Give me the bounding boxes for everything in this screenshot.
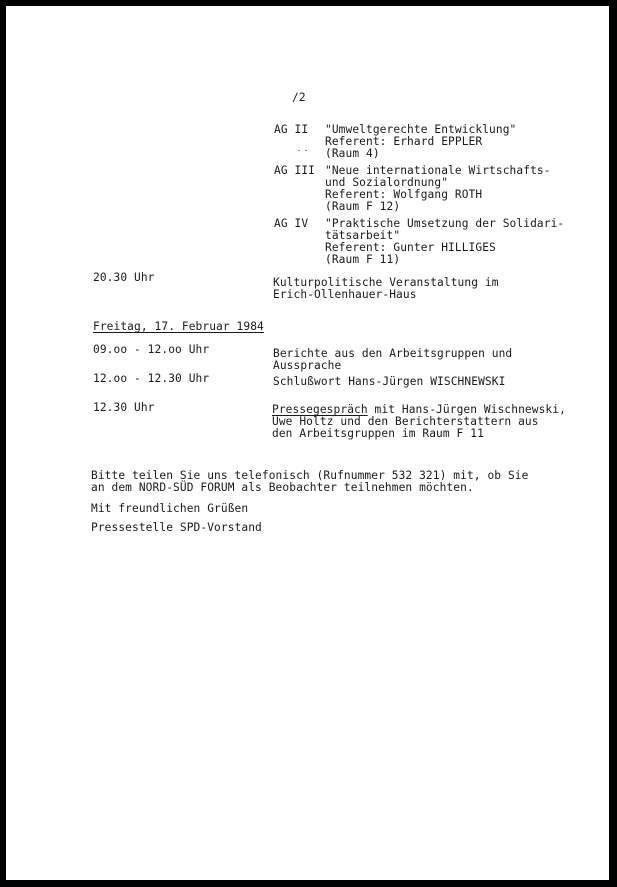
press-conference-term: Pressegespräch bbox=[272, 403, 368, 416]
schedule-text-1-line1: Berichte aus den Arbeitsgruppen und bbox=[273, 347, 513, 360]
ag3-label: AG III bbox=[274, 164, 316, 177]
document-page bbox=[6, 6, 609, 880]
signature: Pressestelle SPD-Vorstand bbox=[91, 521, 262, 534]
schedule-time-3: 12.30 Uhr bbox=[93, 401, 155, 414]
schedule-text-1-line2: Aussprache bbox=[273, 359, 342, 372]
schedule-text-3-line3: den Arbeitsgruppen im Raum F 11 bbox=[272, 427, 484, 440]
ag2-label: AG II bbox=[274, 123, 309, 136]
schedule-text-3-line2: Uwe Holtz und den Berichterstattern aus bbox=[272, 415, 539, 428]
ag4-room: (Raum F 11) bbox=[325, 253, 401, 266]
day-heading: Freitag, 17. Februar 1984 bbox=[93, 320, 264, 333]
evening-event-line1: Kulturpolitische Veranstaltung im bbox=[273, 276, 499, 289]
ag2-speaker: Referent: Erhard EPPLER bbox=[325, 135, 483, 148]
greeting: Mit freundlichen Grüßen bbox=[91, 502, 249, 515]
ag4-speaker: Referent: Gunter HILLIGES bbox=[325, 241, 496, 254]
schedule-text-2: Schlußwort Hans-Jürgen WISCHNEWSKI bbox=[273, 375, 506, 388]
evening-time: 20.30 Uhr bbox=[93, 271, 155, 284]
page-number: /2 bbox=[292, 91, 306, 104]
ag3-speaker: Referent: Wolfgang ROTH bbox=[325, 188, 483, 201]
ag3-title-line2: und Sozialordnung" bbox=[325, 176, 449, 189]
request-line1: Bitte teilen Sie uns telefonisch (Rufnummer 532 321) mit, ob Sie bbox=[91, 469, 529, 482]
ag4-label: AG IV bbox=[274, 217, 309, 230]
ag4-title-line1: "Praktische Umsetzung der Solidari- bbox=[325, 217, 565, 230]
ag4-title-line2: tätsarbeit" bbox=[325, 229, 401, 242]
press-conference-rest: mit Hans-Jürgen Wischnewski, bbox=[367, 403, 566, 416]
ag2-title: "Umweltgerechte Entwicklung" bbox=[325, 123, 517, 136]
ag3-room: (Raum F 12) bbox=[325, 200, 401, 213]
request-line2: an dem NORD-SÜD FORUM als Beobachter teilnehmen möchten. bbox=[91, 481, 474, 494]
schedule-time-1: 09.oo - 12.oo Uhr bbox=[93, 343, 210, 356]
evening-event-line2: Erich-Ollenhauer-Haus bbox=[273, 288, 417, 301]
schedule-time-2: 12.oo - 12.30 Uhr bbox=[93, 372, 210, 385]
ag3-title-line1: "Neue internationale Wirtschafts- bbox=[325, 164, 551, 177]
scan-speck bbox=[298, 150, 300, 151]
scan-speck bbox=[305, 150, 307, 151]
ag2-room: (Raum 4) bbox=[325, 147, 380, 160]
